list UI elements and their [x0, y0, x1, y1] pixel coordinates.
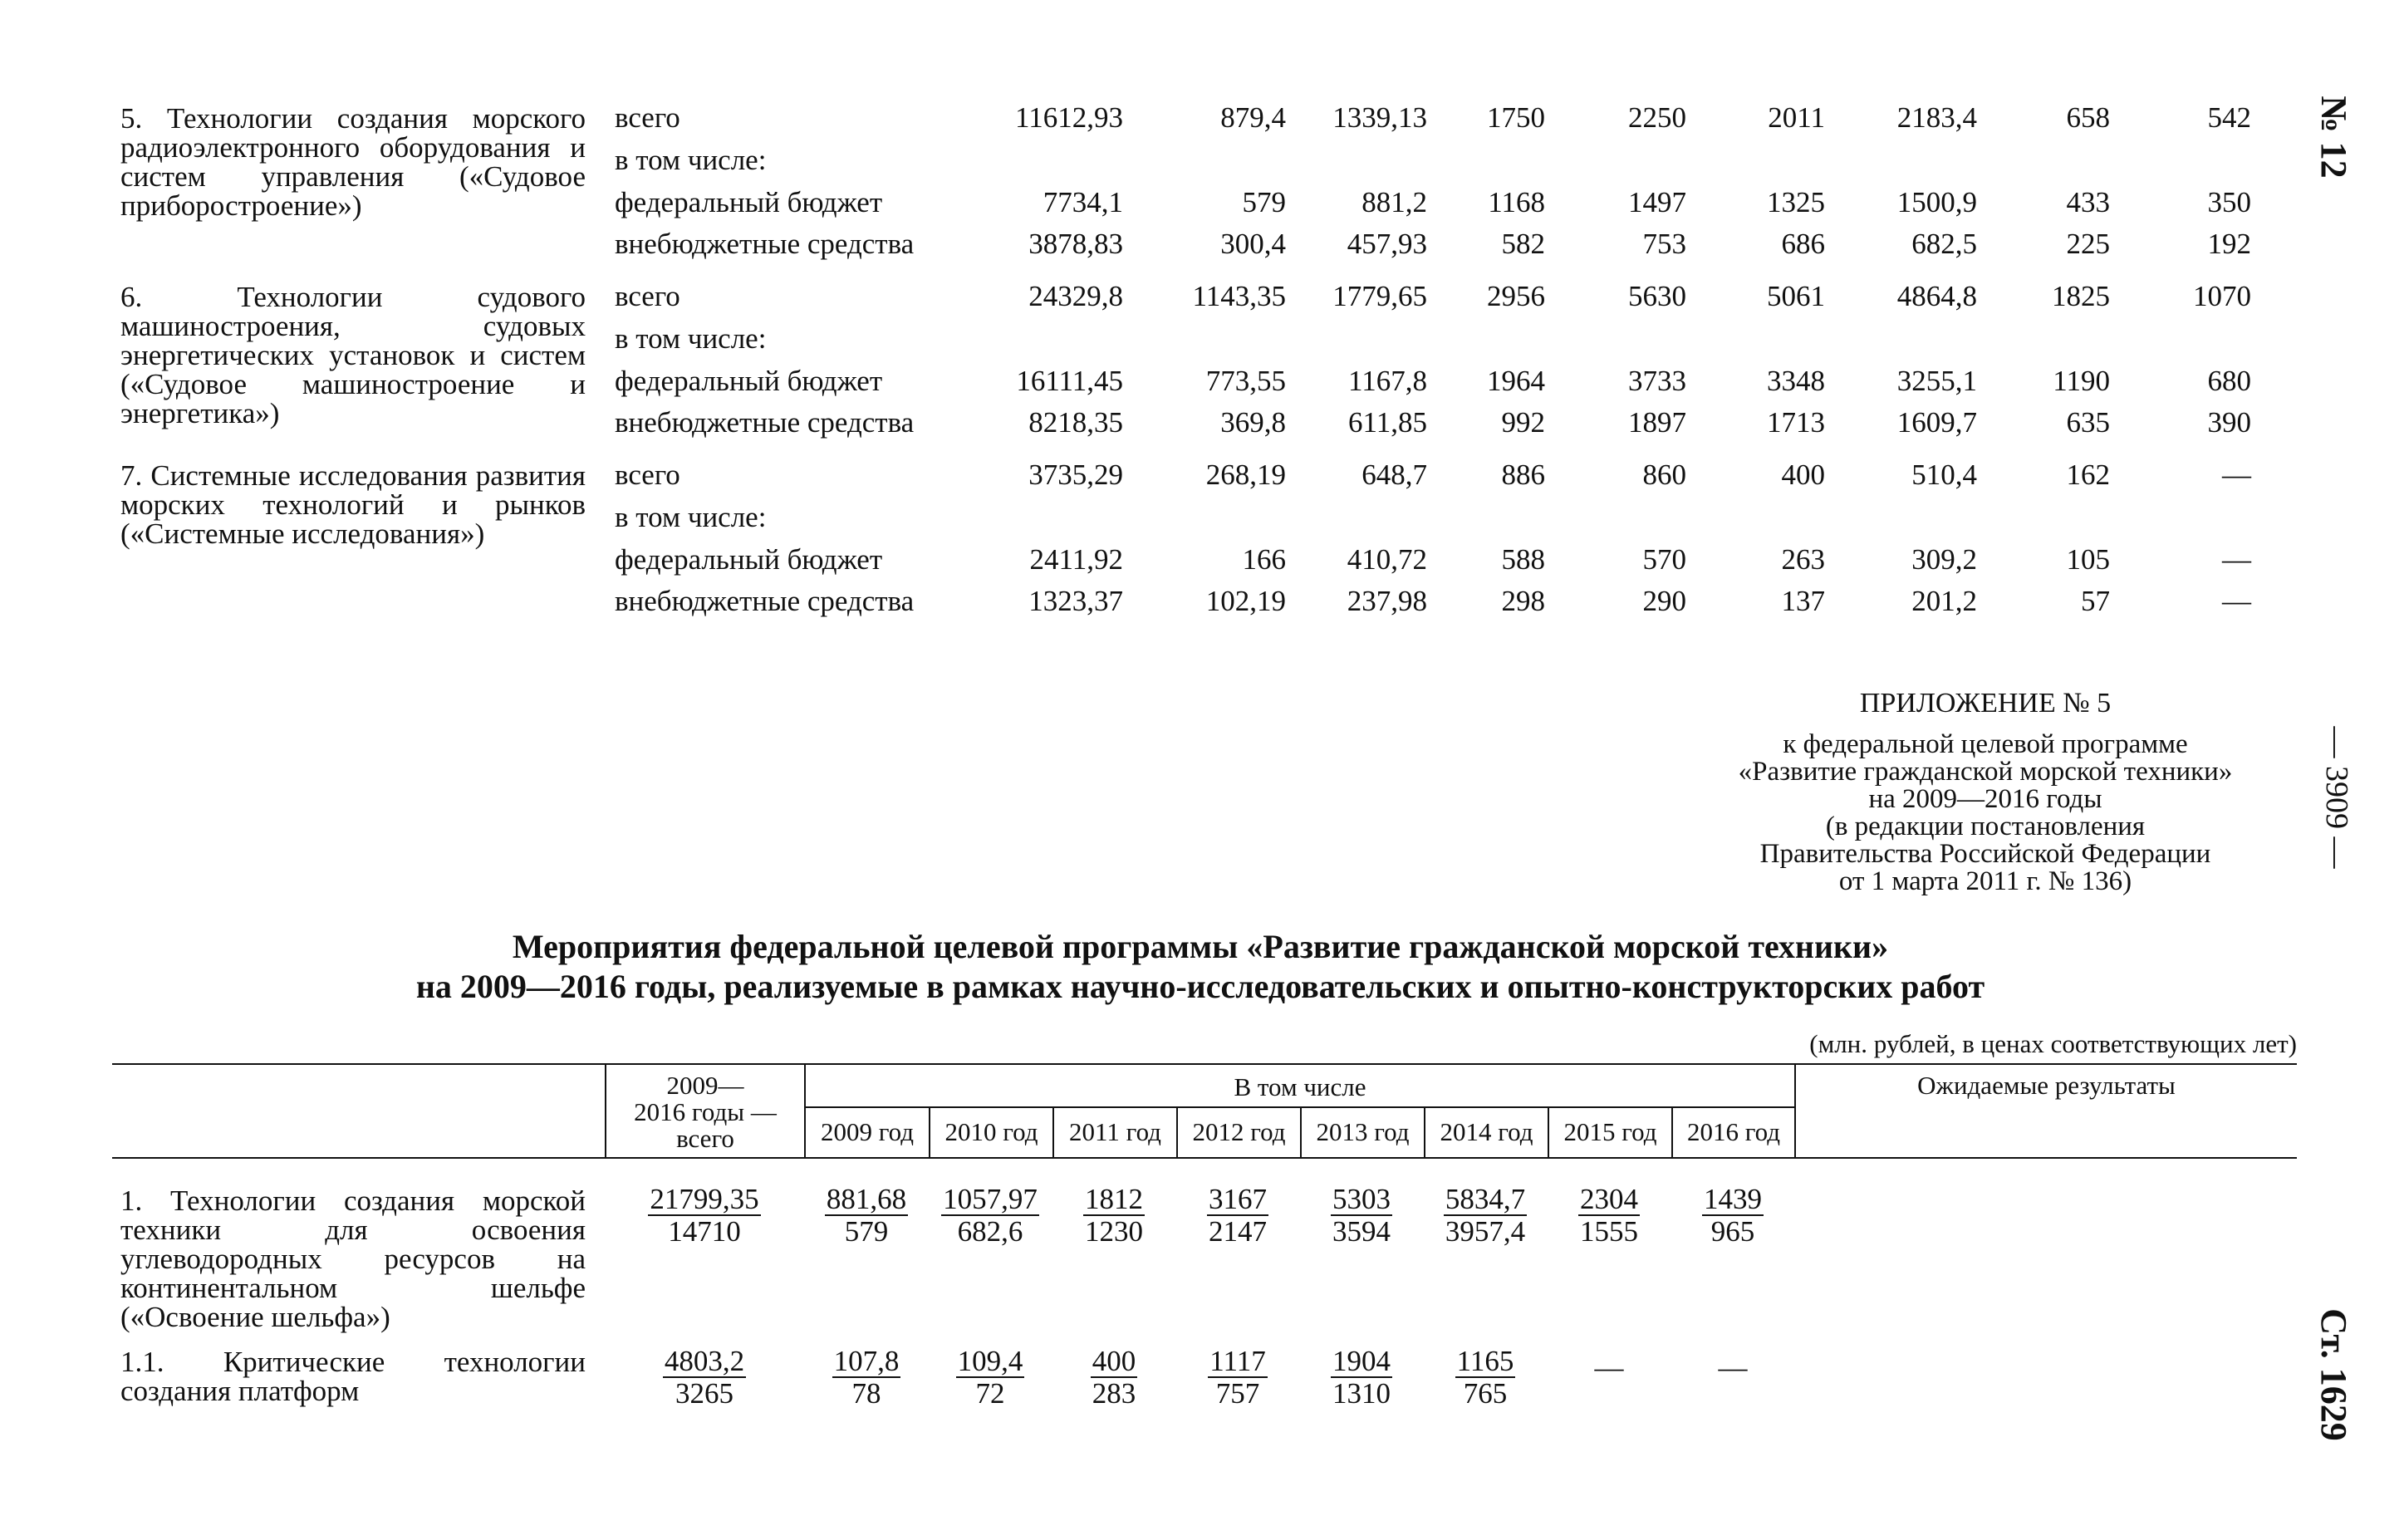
table-cell: 1070	[2193, 280, 2251, 312]
table-cell: 542	[2207, 101, 2251, 134]
table-cell: 57	[2081, 585, 2110, 617]
table-cell-fraction	[1052, 1184, 1176, 1247]
table-cell-dash: —	[1718, 1351, 1748, 1384]
table-cell: 225	[2066, 228, 2110, 260]
table-cell-fraction	[1299, 1346, 1424, 1409]
table-cell: 3348	[1767, 365, 1825, 397]
table-cell-fraction	[1423, 1346, 1548, 1409]
table-cell: 1500,9	[1896, 186, 1977, 218]
table-cell: 510,4	[1911, 459, 1977, 491]
appendix-line: на 2009—2016 годы	[1868, 784, 2102, 814]
table-cell: 879,4	[1220, 101, 1286, 134]
table-cell: 263	[1781, 543, 1825, 576]
label-including: в том числе:	[615, 144, 767, 176]
units-note: (млн. рублей, в ценах соответствующих лет)	[1809, 1029, 2297, 1058]
table-cell: 3735,29	[1028, 459, 1123, 491]
cell-federal-value: 1555	[1580, 1215, 1638, 1248]
table-cell-fraction	[1671, 1184, 1795, 1247]
table-cell: 290	[1642, 585, 1686, 617]
cell-total-value: 1165	[1456, 1345, 1514, 1377]
table-cell: 1323,37	[1028, 585, 1123, 617]
table-cell: 162	[2066, 459, 2110, 491]
table-cell: 1779,65	[1332, 280, 1427, 312]
table-cell: 300,4	[1220, 228, 1286, 260]
label-extrabudget: внебюджетные средства	[615, 406, 915, 439]
header-group: В том числе	[1234, 1072, 1366, 1101]
table-cell: 400	[1781, 459, 1825, 491]
cell-total-value: 881,68	[826, 1183, 907, 1215]
table-cell: 11612,93	[1015, 101, 1123, 134]
table-cell: 582	[1501, 228, 1545, 260]
cell-federal-value: 3594	[1332, 1215, 1391, 1248]
appendix-line: к федеральной целевой программе	[1783, 729, 2188, 759]
table-cell: 2250	[1628, 101, 1686, 134]
cell-total-value: 107,8	[833, 1345, 900, 1377]
table-cell: 390	[2207, 406, 2251, 439]
table-cell: 102,19	[1205, 585, 1286, 617]
cell-federal-value: 78	[851, 1377, 881, 1410]
table-cell: 268,19	[1205, 459, 1286, 491]
article-number: Ст. 1629	[2313, 1308, 2354, 1441]
label-including: в том числе:	[615, 501, 767, 533]
row-description: 1.1. Критические технологии создания платформ	[120, 1346, 586, 1407]
label-total: всего	[615, 459, 680, 491]
table-cell: 237,98	[1347, 585, 1427, 617]
cell-total-value: 4803,2	[664, 1345, 745, 1377]
table-cell: 7734,1	[1043, 186, 1123, 218]
table-cell: 201,2	[1911, 585, 1977, 617]
label-federal: федеральный бюджет	[615, 365, 883, 397]
table-cell: 886	[1501, 459, 1545, 491]
cell-federal-value: 1310	[1332, 1377, 1391, 1410]
table-cell: 611,85	[1348, 406, 1427, 439]
table-cell: 5061	[1767, 280, 1825, 312]
table-cell-fraction	[1547, 1184, 1671, 1247]
table-cell: 4864,8	[1896, 280, 1977, 312]
table-cell: 881,2	[1361, 186, 1427, 218]
row-description: 7. Системные исследования развития морских технологий и рынков («Системные исследования»)	[120, 459, 586, 550]
cell-total-value: 1904	[1332, 1345, 1391, 1377]
label-total: всего	[615, 101, 680, 134]
cell-federal-value: 579	[844, 1215, 889, 1248]
header-year: 2015 год	[1563, 1117, 1657, 1146]
table-cell: 1964	[1487, 365, 1545, 397]
row-description: 5. Технологии создания морского радиоэлектронного оборудования и систем управления («Судовое приборостроение»)	[120, 102, 586, 222]
table-cell: 8218,35	[1028, 406, 1123, 439]
cell-total-value: 5303	[1332, 1183, 1391, 1215]
table-cell: 298	[1501, 585, 1545, 617]
table-cell: 2011	[1768, 101, 1825, 134]
header-year: 2016 год	[1686, 1117, 1781, 1146]
table-cell: 1168	[1488, 186, 1545, 218]
table-cell: 192	[2207, 228, 2251, 260]
header-total: 2009—	[666, 1071, 744, 1100]
appendix-line: от 1 марта 2011 г. № 136)	[1838, 866, 2132, 896]
group-rule	[804, 1106, 1794, 1108]
header-year: 2010 год	[944, 1117, 1038, 1146]
header-results: Ожидаемые результаты	[1917, 1071, 2176, 1100]
header-year: 2011 год	[1069, 1117, 1161, 1146]
table-cell: 1497	[1628, 186, 1686, 218]
table-cell: 410,72	[1347, 543, 1427, 576]
table-cell: 1713	[1767, 406, 1825, 439]
cell-total-value: 1439	[1704, 1183, 1762, 1215]
table-cell: 350	[2207, 186, 2251, 218]
header-year: 2014 год	[1440, 1117, 1533, 1146]
table-cell-fraction	[1175, 1346, 1300, 1409]
table-header-rule	[112, 1157, 2297, 1159]
label-including: в том числе:	[615, 322, 767, 355]
table-cell: 1325	[1767, 186, 1825, 218]
table-cell: 137	[1781, 585, 1825, 617]
cell-federal-value: 283	[1092, 1377, 1136, 1410]
row-description: 1. Технологии создания морской техники для освоения углеводородных ресурсов на континентальном шельфе («Освоение шельфа»)	[120, 1184, 586, 1333]
table-cell: 992	[1501, 406, 1545, 439]
table-cell-fraction	[1423, 1184, 1548, 1247]
document-title-line2: на 2009—2016 годы, реализуемые в рамках научно-исследовательских и опытно-конструкторских работ	[415, 968, 1985, 1005]
table-top-rule	[112, 1063, 2297, 1065]
cell-total-value: 109,4	[957, 1345, 1023, 1377]
table-cell: 2411,92	[1029, 543, 1123, 576]
table-cell-fraction	[804, 1346, 929, 1409]
appendix-line: «Развитие гражданской морской техники»	[1738, 757, 2233, 787]
issue-number: № 12	[2313, 96, 2354, 179]
appendix-line: Правительства Российской Федерации	[1759, 839, 2211, 869]
cell-federal-value: 2147	[1209, 1215, 1267, 1248]
table-cell-dash: —	[1594, 1351, 1624, 1384]
table-cell: 105	[2066, 543, 2110, 576]
table-cell: 2183,4	[1896, 101, 1977, 134]
cell-federal-value: 765	[1463, 1377, 1508, 1410]
table-cell: 1825	[2052, 280, 2110, 312]
table-cell: 3878,83	[1028, 228, 1123, 260]
cell-federal-value: 72	[975, 1377, 1005, 1410]
table-cell: 1143,35	[1192, 280, 1286, 312]
cell-total-value: 1812	[1085, 1183, 1143, 1215]
cell-federal-value: 682,6	[957, 1215, 1023, 1248]
cell-federal-value: 14710	[668, 1215, 741, 1248]
label-federal: федеральный бюджет	[615, 543, 883, 576]
cell-federal-value: 1230	[1085, 1215, 1143, 1248]
table-cell-fraction	[1299, 1184, 1424, 1247]
table-cell: 5630	[1628, 280, 1686, 312]
table-cell: 1167,8	[1348, 365, 1427, 397]
table-cell: 166	[1242, 543, 1286, 576]
table-cell: —	[2222, 459, 2251, 491]
table-cell: —	[2222, 585, 2251, 617]
table-cell: 579	[1242, 186, 1286, 218]
cell-federal-value: 3957,4	[1445, 1215, 1526, 1248]
header-total: 2016 годы —	[634, 1097, 777, 1126]
header-year: 2012 год	[1192, 1117, 1286, 1146]
cell-total-value: 21799,35	[650, 1183, 759, 1215]
table-cell: 680	[2207, 365, 2251, 397]
row-description: 6. Технологии судового машиностроения, судовых энергетических установок и систем («Судовое машиностроение и энергетика»)	[120, 281, 586, 429]
header-year: 2013 год	[1316, 1117, 1410, 1146]
label-extrabudget: внебюджетные средства	[615, 228, 915, 260]
page-number: — 3909 —	[2319, 726, 2354, 869]
table-cell-fraction	[1175, 1184, 1300, 1247]
header-total: всего	[676, 1124, 734, 1153]
cell-total-value: 1117	[1209, 1345, 1266, 1377]
appendix-line: (в редакции постановления	[1825, 812, 2146, 841]
table-cell: 648,7	[1361, 459, 1427, 491]
table-cell: 1609,7	[1896, 406, 1977, 439]
table-cell: 753	[1642, 228, 1686, 260]
document-title: Мероприятия федеральной целевой программы «Развитие гражданской морской техники»	[512, 928, 1889, 965]
table-cell-fraction	[642, 1184, 767, 1247]
cell-federal-value: 3265	[675, 1377, 733, 1410]
table-cell: 860	[1642, 459, 1686, 491]
table-cell: 369,8	[1220, 406, 1286, 439]
table-cell: 2956	[1487, 280, 1545, 312]
table-cell: 1750	[1487, 101, 1545, 134]
table-cell: 433	[2066, 186, 2110, 218]
cell-federal-value: 757	[1215, 1377, 1260, 1410]
table-cell: 1190	[2053, 365, 2110, 397]
appendix-heading: ПРИЛОЖЕНИЕ № 5	[1859, 688, 2112, 719]
table-cell: 1339,13	[1332, 101, 1427, 134]
cell-total-value: 2304	[1580, 1183, 1638, 1215]
table-cell: 309,2	[1911, 543, 1977, 576]
label-extrabudget: внебюджетные средства	[615, 585, 915, 617]
cell-federal-value: 965	[1710, 1215, 1755, 1248]
table-cell: 3733	[1628, 365, 1686, 397]
table-cell: 457,93	[1347, 228, 1427, 260]
cell-total-value: 3167	[1209, 1183, 1267, 1215]
table-cell: 588	[1501, 543, 1545, 576]
table-cell-fraction	[804, 1184, 929, 1247]
table-cell-fraction	[928, 1184, 1052, 1247]
table-cell-fraction	[928, 1346, 1052, 1409]
cell-total-value: 400	[1092, 1345, 1136, 1377]
table-cell: 773,55	[1205, 365, 1286, 397]
table-cell: 686	[1781, 228, 1825, 260]
label-federal: федеральный бюджет	[615, 186, 883, 218]
table-cell: 3255,1	[1896, 365, 1977, 397]
table-cell-fraction	[1052, 1346, 1176, 1409]
cell-total-value: 1057,97	[943, 1183, 1038, 1215]
table-cell-fraction	[642, 1346, 767, 1409]
header-year: 2009 год	[820, 1117, 915, 1146]
table-cell: 658	[2066, 101, 2110, 134]
table-cell: 24329,8	[1028, 280, 1123, 312]
table-cell: 16111,45	[1016, 365, 1123, 397]
table-cell: 682,5	[1911, 228, 1977, 260]
table-cell: —	[2222, 543, 2251, 576]
label-total: всего	[615, 280, 680, 312]
table-cell: 1897	[1628, 406, 1686, 439]
table-cell: 635	[2066, 406, 2110, 439]
table-cell: 570	[1642, 543, 1686, 576]
cell-total-value: 5834,7	[1445, 1183, 1526, 1215]
